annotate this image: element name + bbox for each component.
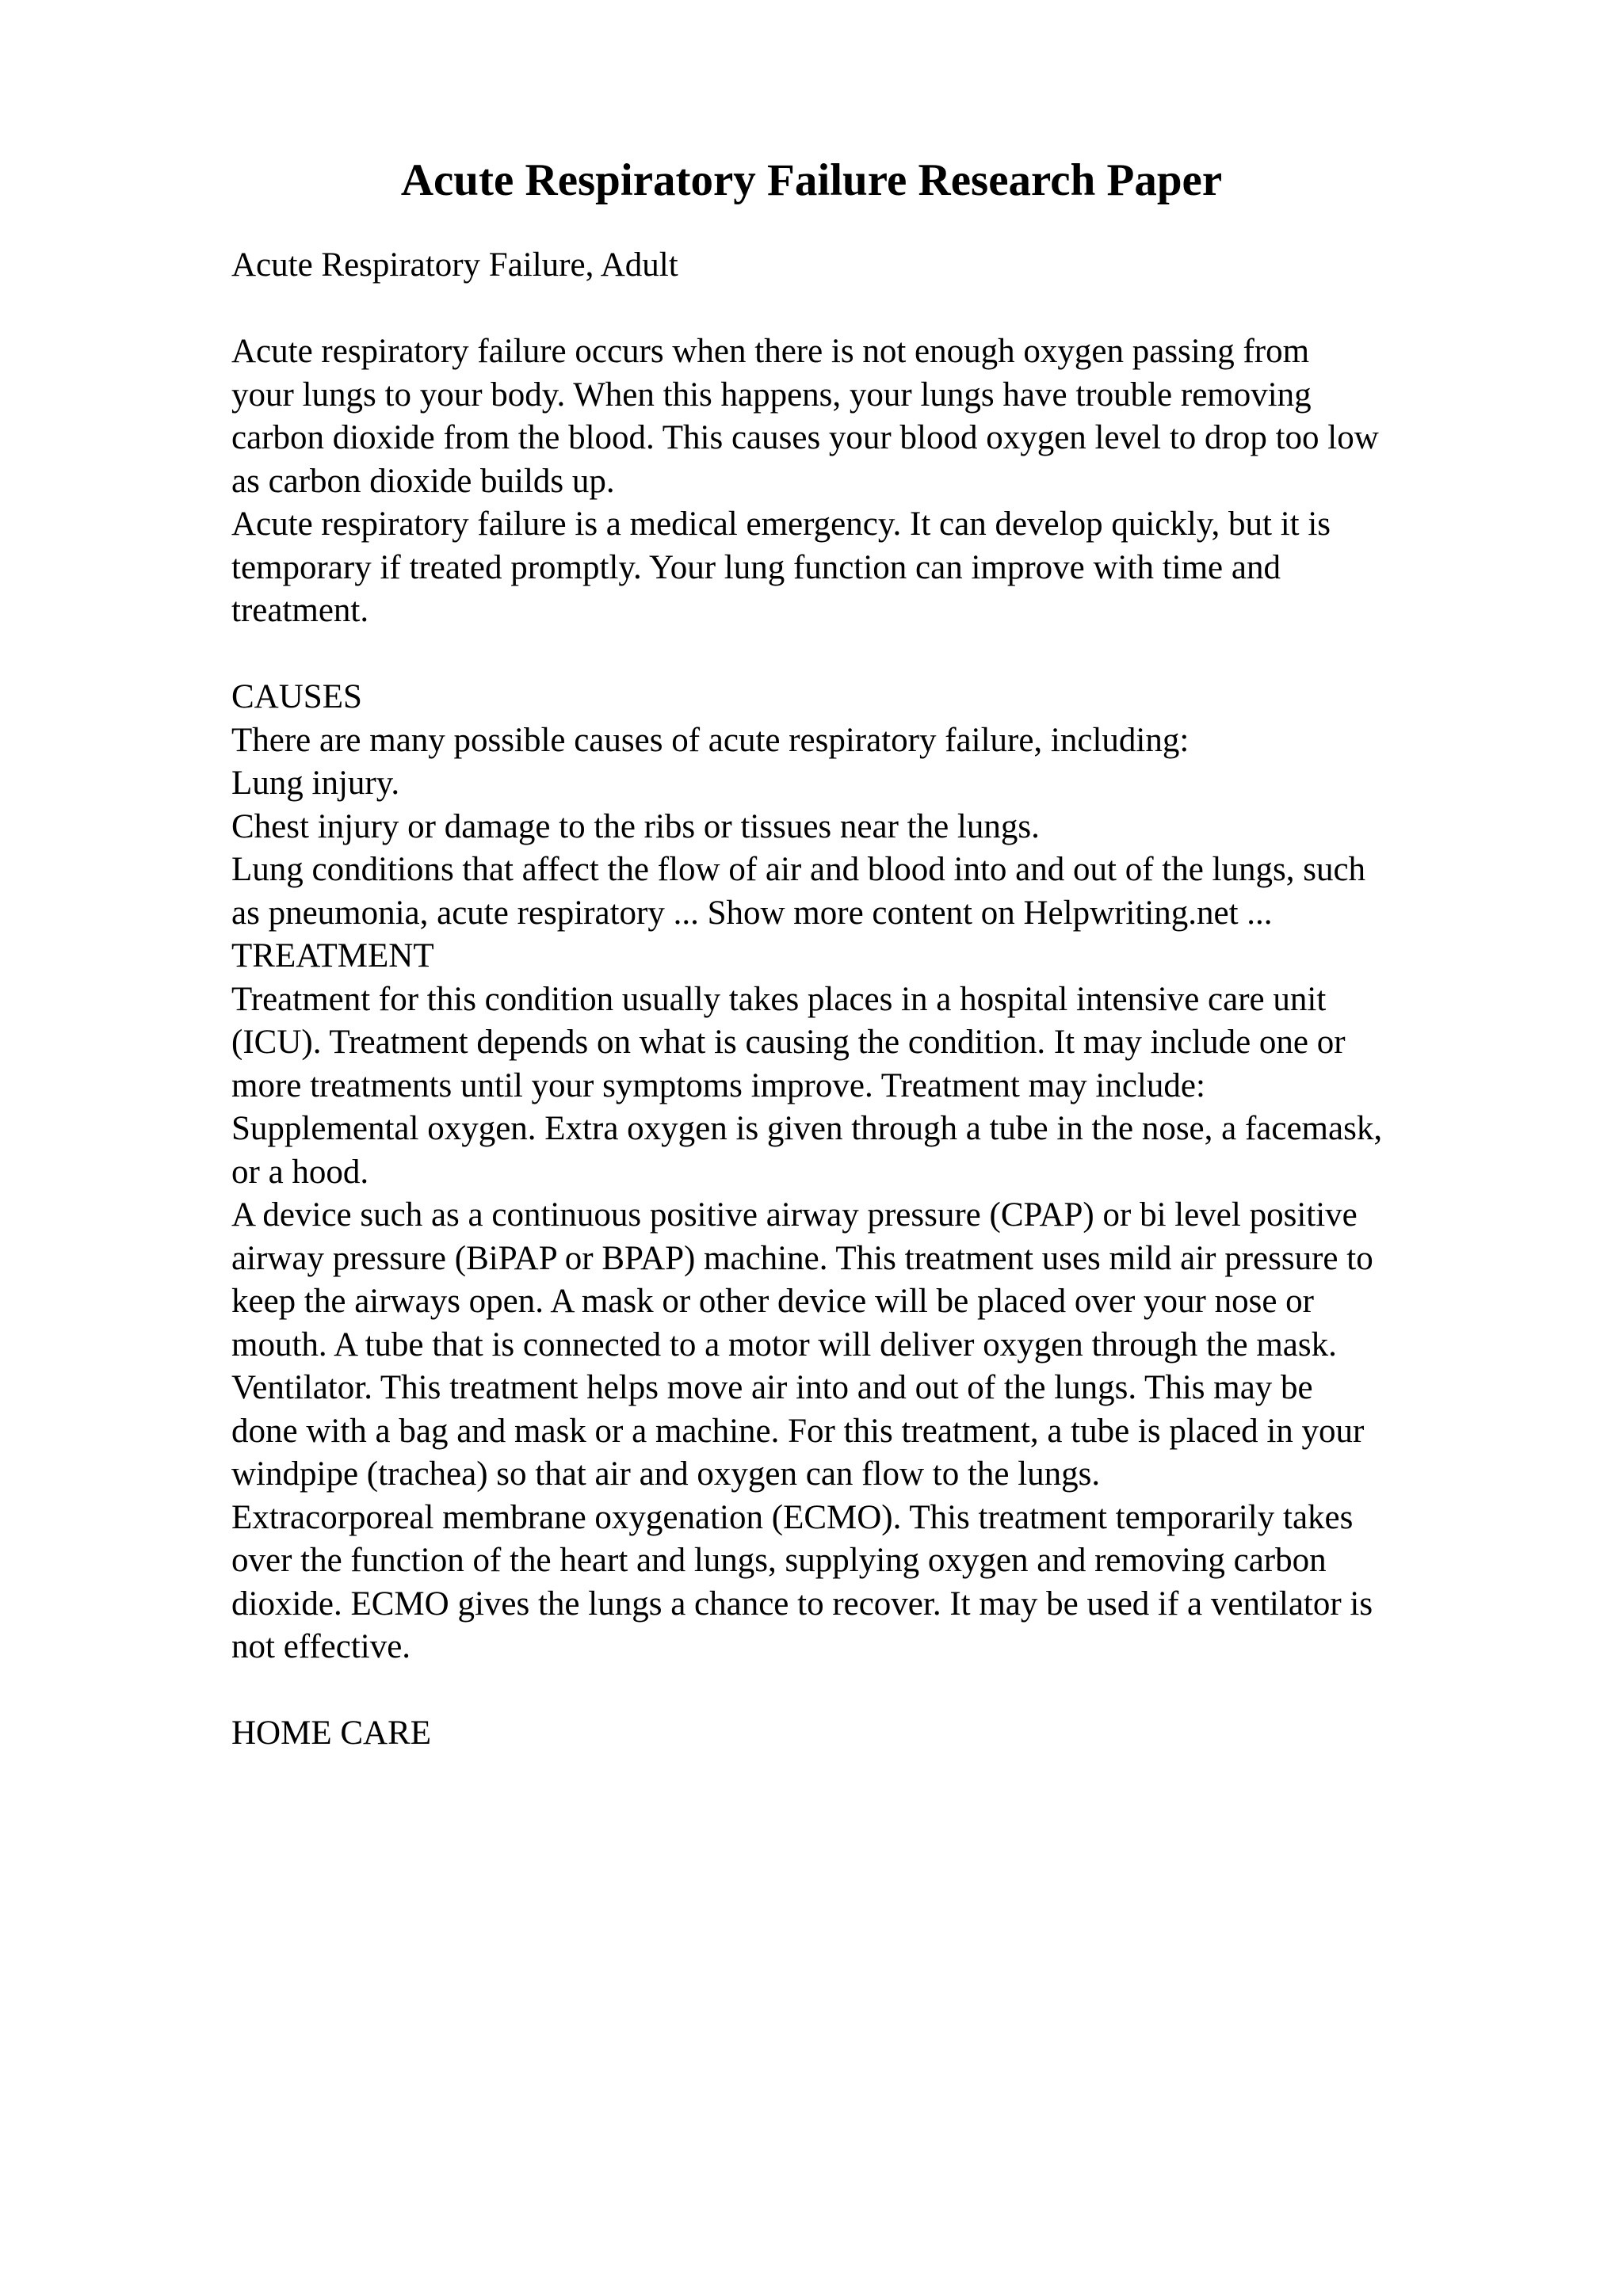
text-line: mouth. A tube that is connected to a motor will deliver oxygen through the mask. xyxy=(231,1325,1337,1363)
document-body xyxy=(231,244,1499,1756)
text-line: as pneumonia, acute respiratory ... Show more content on Helpwriting.net ... xyxy=(231,894,1273,932)
text-line: Extracorporeal membrane oxygenation (ECMO). This treatment temporarily takes xyxy=(231,1498,1354,1536)
text-line: your lungs to your body. When this happens, your lungs have trouble removing xyxy=(231,376,1312,414)
blank-line xyxy=(231,1669,1499,1713)
text-line: keep the airways open. A mask or other device will be placed over your nose or xyxy=(231,1283,1315,1320)
text-line: or a hood. xyxy=(231,1153,369,1191)
text-line: Treatment for this condition usually takes places in a hospital intensive care unit xyxy=(231,980,1327,1018)
text-line: temporary if treated promptly. Your lung function can improve with time and xyxy=(231,548,1281,586)
text-line: CAUSES xyxy=(231,678,362,715)
text-line: not effective. xyxy=(231,1628,411,1665)
text-line: over the function of the heart and lungs, supplying oxygen and removing carbon xyxy=(231,1542,1327,1579)
text-line: carbon dioxide from the blood. This causes your blood oxygen level to drop too low xyxy=(231,419,1379,456)
text-line: more treatments until your symptoms improve. Treatment may include: xyxy=(231,1066,1205,1104)
text-line: airway pressure (BiPAP or BPAP) machine. This treatment uses mild air pressure to xyxy=(231,1239,1373,1277)
blank-line xyxy=(231,633,1499,677)
text-line: TREATMENT xyxy=(231,937,434,974)
text-line: Lung conditions that affect the flow of air and blood into and out of the lungs, such xyxy=(231,851,1366,888)
text-line: done with a bag and mask or a machine. For this treatment, a tube is placed in your xyxy=(231,1412,1365,1450)
text-line: Acute respiratory failure occurs when there is not enough oxygen passing from xyxy=(231,333,1310,370)
text-line: as carbon dioxide builds up. xyxy=(231,462,615,500)
text-line: Supplemental oxygen. Extra oxygen is given through a tube in the nose, a facemask, xyxy=(231,1110,1383,1147)
text-line: Acute Respiratory Failure, Adult xyxy=(231,246,678,284)
text-line: Lung injury. xyxy=(231,765,400,802)
page-title: Acute Respiratory Failure Research Paper xyxy=(400,155,1223,205)
text-line: Acute respiratory failure is a medical emergency. It can develop quickly, but it is xyxy=(231,505,1331,543)
text-line: Chest injury or damage to the ribs or tissues near the lungs. xyxy=(231,807,1040,845)
text-line: A device such as a continuous positive airway pressure (CPAP) or bi level positive xyxy=(231,1196,1358,1234)
text-line: Ventilator. This treatment helps move air into and out of the lungs. This may be xyxy=(231,1369,1313,1406)
text-line: windpipe (trachea) so that air and oxygen can flow to the lungs. xyxy=(231,1455,1101,1493)
text-line: There are many possible causes of acute respiratory failure, including: xyxy=(231,721,1190,759)
text-line: treatment. xyxy=(231,592,369,629)
text-line: HOME CARE xyxy=(231,1714,432,1752)
text-line: dioxide. ECMO gives the lungs a chance to recover. It may be used if a ventilator is xyxy=(231,1585,1373,1623)
blank-line xyxy=(231,288,1499,331)
text-line: (ICU). Treatment depends on what is causing the condition. It may include one or xyxy=(231,1024,1346,1061)
